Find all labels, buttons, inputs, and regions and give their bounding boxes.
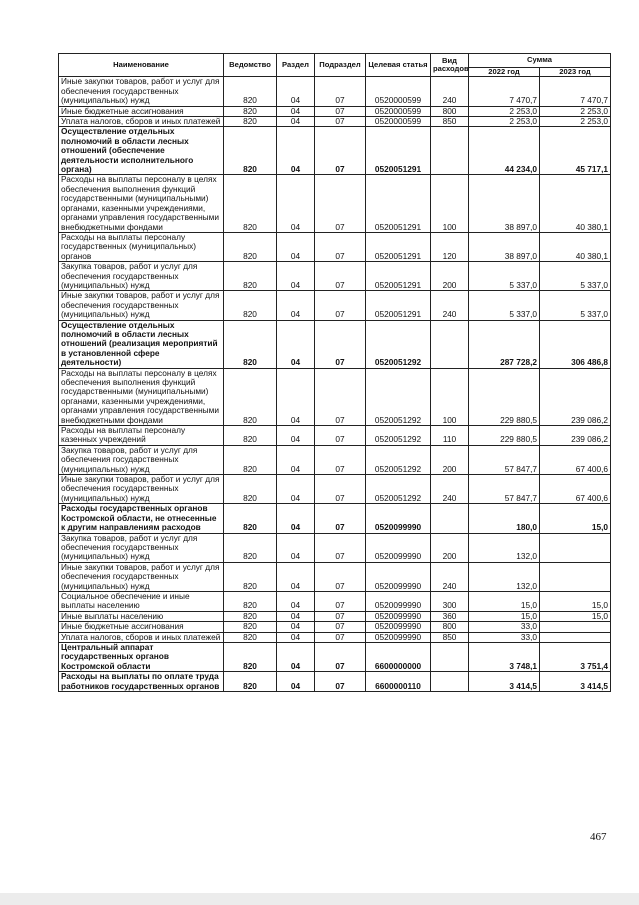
row-name: Иные бюджетные ассигнования [59, 622, 224, 632]
row-name: Расходы на выплаты по оплате труда работников государственных органов [59, 672, 224, 692]
row-dept: 820 [224, 106, 277, 116]
row-target: 0520099990 [366, 562, 431, 591]
table-row [59, 533, 611, 562]
row-dept: 820 [224, 672, 277, 692]
row-dept: 820 [224, 320, 277, 368]
row-name: Социальное обеспечение и иные выплаты населению [59, 591, 224, 611]
row-name: Иные закупки товаров, работ и услуг для обеспечения государственных (муниципальных) нужд [59, 77, 224, 106]
row-name: Иные закупки товаров, работ и услуг для обеспечения государственных (муниципальных) нужд [59, 475, 224, 504]
row-target: 0520051292 [366, 368, 431, 425]
header-name: Наименование [59, 54, 224, 77]
row-sum-2023: 5 337,0 [540, 291, 611, 320]
header-dept: Ведомство [224, 54, 277, 77]
row-subsection: 07 [315, 320, 366, 368]
header-section: Раздел [277, 54, 315, 77]
row-dept: 820 [224, 622, 277, 632]
row-section: 04 [277, 642, 315, 671]
row-section: 04 [277, 117, 315, 127]
row-expense-type: 110 [431, 426, 469, 446]
row-target: 0520051292 [366, 475, 431, 504]
row-subsection: 07 [315, 591, 366, 611]
row-subsection: 07 [315, 175, 366, 232]
row-sum-2022: 7 470,7 [469, 77, 540, 106]
table-row [59, 127, 611, 175]
row-sum-2023 [540, 622, 611, 632]
row-dept: 820 [224, 475, 277, 504]
row-sum-2023: 15,0 [540, 591, 611, 611]
table-row [59, 475, 611, 504]
row-expense-type [431, 642, 469, 671]
table-row [59, 262, 611, 291]
row-name: Уплата налогов, сборов и иных платежей [59, 632, 224, 642]
row-sum-2023: 67 400,6 [540, 445, 611, 474]
row-expense-type: 800 [431, 106, 469, 116]
row-target: 0520051291 [366, 291, 431, 320]
row-expense-type: 240 [431, 475, 469, 504]
row-expense-type: 100 [431, 175, 469, 232]
row-subsection: 07 [315, 445, 366, 474]
row-sum-2022: 33,0 [469, 632, 540, 642]
row-target: 0520099990 [366, 504, 431, 533]
table-row [59, 591, 611, 611]
row-expense-type: 850 [431, 632, 469, 642]
row-expense-type: 200 [431, 533, 469, 562]
row-name: Закупка товаров, работ и услуг для обеспечения государственных (муниципальных) нужд [59, 262, 224, 291]
row-target: 0520099990 [366, 622, 431, 632]
row-subsection: 07 [315, 504, 366, 533]
row-expense-type [431, 504, 469, 533]
row-sum-2023: 7 470,7 [540, 77, 611, 106]
row-dept: 820 [224, 504, 277, 533]
row-subsection: 07 [315, 232, 366, 261]
table-row [59, 504, 611, 533]
row-sum-2023: 40 380,1 [540, 232, 611, 261]
row-subsection: 07 [315, 611, 366, 621]
row-name: Иные выплаты населению [59, 611, 224, 621]
row-section: 04 [277, 475, 315, 504]
row-sum-2023: 15,0 [540, 611, 611, 621]
row-target: 0520051292 [366, 445, 431, 474]
row-sum-2023: 2 253,0 [540, 117, 611, 127]
row-sum-2022: 3 414,5 [469, 672, 540, 692]
row-sum-2022: 229 880,5 [469, 368, 540, 425]
header-subsection: Подраздел [315, 54, 366, 77]
row-target: 0520000599 [366, 77, 431, 106]
row-section: 04 [277, 672, 315, 692]
row-subsection: 07 [315, 368, 366, 425]
row-sum-2022: 180,0 [469, 504, 540, 533]
row-target: 0520051291 [366, 175, 431, 232]
row-section: 04 [277, 320, 315, 368]
table-row [59, 672, 611, 692]
header-sum: Сумма [469, 54, 611, 68]
table-row [59, 106, 611, 116]
row-sum-2023: 2 253,0 [540, 106, 611, 116]
row-target: 0520099990 [366, 533, 431, 562]
row-expense-type: 100 [431, 368, 469, 425]
row-expense-type: 800 [431, 622, 469, 632]
row-sum-2023: 239 086,2 [540, 426, 611, 446]
row-dept: 820 [224, 445, 277, 474]
row-expense-type: 300 [431, 591, 469, 611]
row-sum-2023 [540, 632, 611, 642]
row-dept: 820 [224, 562, 277, 591]
table-row [59, 291, 611, 320]
row-sum-2022: 15,0 [469, 611, 540, 621]
row-section: 04 [277, 591, 315, 611]
table-row [59, 642, 611, 671]
row-subsection: 07 [315, 533, 366, 562]
row-dept: 820 [224, 632, 277, 642]
table-row [59, 117, 611, 127]
row-expense-type [431, 672, 469, 692]
row-name: Иные закупки товаров, работ и услуг для обеспечения государственных (муниципальных) нужд [59, 291, 224, 320]
row-dept: 820 [224, 291, 277, 320]
row-target: 0520000599 [366, 106, 431, 116]
row-sum-2022: 287 728,2 [469, 320, 540, 368]
row-section: 04 [277, 622, 315, 632]
row-expense-type: 360 [431, 611, 469, 621]
row-dept: 820 [224, 127, 277, 175]
row-dept: 820 [224, 232, 277, 261]
row-dept: 820 [224, 611, 277, 621]
row-expense-type: 240 [431, 291, 469, 320]
row-subsection: 07 [315, 475, 366, 504]
row-section: 04 [277, 611, 315, 621]
row-name: Закупка товаров, работ и услуг для обеспечения государственных (муниципальных) нужд [59, 533, 224, 562]
table-row [59, 320, 611, 368]
row-sum-2022: 38 897,0 [469, 232, 540, 261]
row-sum-2023: 239 086,2 [540, 368, 611, 425]
row-name: Расходы на выплаты персоналу в целях обеспечения выполнения функций государственными (муниципальными) органами, казенными учреждениями, органами управления государственными внебюджетными фондами [59, 368, 224, 425]
row-section: 04 [277, 445, 315, 474]
row-subsection: 07 [315, 106, 366, 116]
row-section: 04 [277, 175, 315, 232]
row-section: 04 [277, 106, 315, 116]
row-target: 0520000599 [366, 117, 431, 127]
row-subsection: 07 [315, 632, 366, 642]
header-expense-type: Вид расходов [431, 54, 469, 77]
row-sum-2022: 229 880,5 [469, 426, 540, 446]
row-section: 04 [277, 291, 315, 320]
row-dept: 820 [224, 262, 277, 291]
row-target: 0520051292 [366, 426, 431, 446]
row-name: Расходы государственных органов Костромской области, не отнесенные к другим направлениям расходов [59, 504, 224, 533]
row-sum-2023: 67 400,6 [540, 475, 611, 504]
row-subsection: 07 [315, 262, 366, 291]
row-target: 0520051292 [366, 320, 431, 368]
row-target: 0520051291 [366, 232, 431, 261]
row-sum-2023 [540, 533, 611, 562]
row-name: Уплата налогов, сборов и иных платежей [59, 117, 224, 127]
row-sum-2022: 57 847,7 [469, 475, 540, 504]
row-section: 04 [277, 368, 315, 425]
row-name: Закупка товаров, работ и услуг для обеспечения государственных (муниципальных) нужд [59, 445, 224, 474]
row-sum-2022: 38 897,0 [469, 175, 540, 232]
row-sum-2023 [540, 562, 611, 591]
row-name: Расходы на выплаты персоналу казенных учреждений [59, 426, 224, 446]
row-sum-2022: 15,0 [469, 591, 540, 611]
scan-bottom-edge [0, 893, 639, 905]
budget-document-page [58, 53, 610, 692]
row-dept: 820 [224, 591, 277, 611]
row-expense-type: 850 [431, 117, 469, 127]
row-expense-type: 240 [431, 77, 469, 106]
row-section: 04 [277, 632, 315, 642]
budget-table [58, 53, 611, 692]
row-target: 0520051291 [366, 127, 431, 175]
table-row [59, 77, 611, 106]
row-expense-type: 200 [431, 445, 469, 474]
row-name: Расходы на выплаты персоналу в целях обеспечения выполнения функций государственными (муниципальными) органами, казенными учреждениями, органами управления государственными внебюджетными фондами [59, 175, 224, 232]
row-target: 0520099990 [366, 611, 431, 621]
row-subsection: 07 [315, 77, 366, 106]
row-target: 6600000110 [366, 672, 431, 692]
row-sum-2022: 5 337,0 [469, 291, 540, 320]
row-subsection: 07 [315, 127, 366, 175]
row-dept: 820 [224, 533, 277, 562]
table-header [59, 54, 611, 77]
table-row [59, 175, 611, 232]
table-row [59, 562, 611, 591]
row-name: Осуществление отдельных полномочий в области лесных отношений (реализация мероприятий в установленной сфере деятельности) [59, 320, 224, 368]
table-row [59, 445, 611, 474]
row-section: 04 [277, 232, 315, 261]
table-row [59, 622, 611, 632]
row-subsection: 07 [315, 622, 366, 632]
row-target: 0520099990 [366, 632, 431, 642]
row-section: 04 [277, 533, 315, 562]
row-name: Расходы на выплаты персоналу государственных (муниципальных) органов [59, 232, 224, 261]
row-sum-2022: 132,0 [469, 562, 540, 591]
row-dept: 820 [224, 77, 277, 106]
row-name: Осуществление отдельных полномочий в области лесных отношений (обеспечение деятельности исполнительного органа) [59, 127, 224, 175]
row-sum-2022: 33,0 [469, 622, 540, 632]
row-sum-2022: 132,0 [469, 533, 540, 562]
table-row [59, 426, 611, 446]
row-target: 0520051291 [366, 262, 431, 291]
row-sum-2023: 15,0 [540, 504, 611, 533]
page-number: 467 [590, 831, 607, 843]
row-dept: 820 [224, 117, 277, 127]
row-subsection: 07 [315, 426, 366, 446]
table-body [59, 77, 611, 692]
header-year-2022: 2022 год [469, 68, 540, 77]
row-sum-2023: 3 751,4 [540, 642, 611, 671]
row-sum-2023: 40 380,1 [540, 175, 611, 232]
row-subsection: 07 [315, 291, 366, 320]
row-sum-2022: 5 337,0 [469, 262, 540, 291]
table-row [59, 368, 611, 425]
row-dept: 820 [224, 426, 277, 446]
row-subsection: 07 [315, 642, 366, 671]
row-sum-2023: 3 414,5 [540, 672, 611, 692]
row-sum-2023: 306 486,8 [540, 320, 611, 368]
row-expense-type [431, 127, 469, 175]
row-sum-2022: 3 748,1 [469, 642, 540, 671]
row-name: Иные закупки товаров, работ и услуг для обеспечения государственных (муниципальных) нужд [59, 562, 224, 591]
row-section: 04 [277, 262, 315, 291]
row-sum-2022: 2 253,0 [469, 106, 540, 116]
row-expense-type: 200 [431, 262, 469, 291]
row-section: 04 [277, 77, 315, 106]
row-sum-2022: 44 234,0 [469, 127, 540, 175]
row-sum-2022: 2 253,0 [469, 117, 540, 127]
header-target: Целевая статья [366, 54, 431, 77]
row-expense-type: 240 [431, 562, 469, 591]
row-dept: 820 [224, 368, 277, 425]
row-subsection: 07 [315, 672, 366, 692]
table-row [59, 632, 611, 642]
row-sum-2023: 5 337,0 [540, 262, 611, 291]
row-name: Иные бюджетные ассигнования [59, 106, 224, 116]
row-section: 04 [277, 504, 315, 533]
header-year-2023: 2023 год [540, 68, 611, 77]
table-row [59, 611, 611, 621]
table-row [59, 232, 611, 261]
row-target: 6600000000 [366, 642, 431, 671]
row-expense-type [431, 320, 469, 368]
row-section: 04 [277, 562, 315, 591]
row-dept: 820 [224, 175, 277, 232]
row-sum-2022: 57 847,7 [469, 445, 540, 474]
row-target: 0520099990 [366, 591, 431, 611]
row-name: Центральный аппарат государственных органов Костромской области [59, 642, 224, 671]
row-subsection: 07 [315, 562, 366, 591]
row-subsection: 07 [315, 117, 366, 127]
row-sum-2023: 45 717,1 [540, 127, 611, 175]
row-section: 04 [277, 127, 315, 175]
row-section: 04 [277, 426, 315, 446]
row-expense-type: 120 [431, 232, 469, 261]
row-dept: 820 [224, 642, 277, 671]
